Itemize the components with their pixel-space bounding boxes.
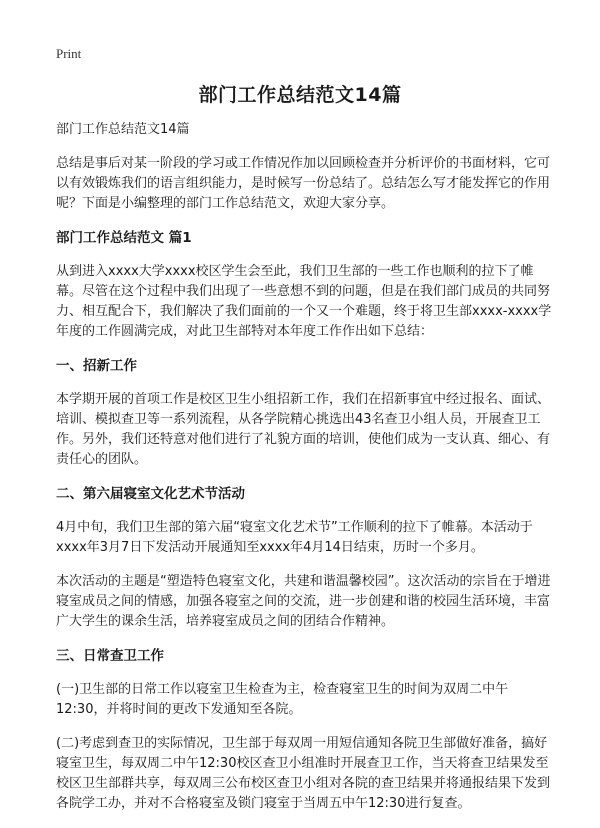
article-intro-paragraph: 从到进入xxxx大学xxxx校区学生会至此，我们卫生部的一些工作也顺利的拉下了帷幕。尽管在这个过程中我们出现了一些意想不到的问题，但是在我们部门成员的共同努力、相互配合下，我们解决了我们面前的一个又一个难题，终于将卫生部xxxx-xxxx学年度的工作圆满完成，对此卫生部特对本年度工作作出如下总结： xyxy=(56,264,552,339)
section-paragraph: (二)考虑到查卫的实际情况，卫生部于每双周一用短信通知各院卫生部做好准备，搞好寝室卫生，每双周二中午12:30校区查卫小组准时开展查卫工作，当天将查卫结果发至校区卫生部群共享，每双周三公布校区查卫小组对各院的查卫结果并将通报结果下发到各院学工办，并对不合格寝室及锁门寝室于当周五中午12:30进行复查。 xyxy=(56,736,551,811)
article-heading: 部门工作总结范文 篇1 xyxy=(56,230,192,246)
section-heading-dorm-festival: 二、第六届寝室文化艺术节活动 xyxy=(56,486,245,502)
article-body xyxy=(56,120,556,828)
subtitle: 部门工作总结范文14篇 xyxy=(56,122,190,137)
section-paragraph: 本学期开展的首项工作是校区卫生小组招新工作，我们在招新事宜中经过报名、面试、培训、模拟查卫等一系列流程，从各学院精心挑选出43名查卫小组人员，开展查卫工作。另外，我们还特意对他们进行了礼貌方面的培训，使他们成为一支认真、细心、有责任心的团队。 xyxy=(56,392,551,467)
intro-paragraph: 总结是事后对某一阶段的学习或工作情况作加以回顾检查并分析评价的书面材料，它可以有效锻炼我们的语言组织能力，是时候写一份总结了。总结怎么写才能发挥它的作用呢？下面是小编整理的部门工作总结范文，欢迎大家分享。 xyxy=(56,156,551,211)
print-link[interactable]: Print xyxy=(56,46,82,61)
section-paragraph: 4月中旬，我们卫生部的第六届“寝室文化艺术节”工作顺利的拉下了帷幕。本活动于xxxx年3月7日下发活动开展通知至xxxx年4月14日结束，历时一个多月。 xyxy=(56,520,533,555)
section-heading-daily-inspection: 三、日常查卫工作 xyxy=(56,648,164,664)
page-title: 部门工作总结范文14篇 xyxy=(198,84,402,106)
section-paragraph: 本次活动的主题是“塑造特色寝室文化，共建和谐温馨校园”。这次活动的宗旨在于增进寝室成员之间的情感，加强各寝室之间的交流，进一步创建和谐的校园生活环境，丰富广大学生的课余生活，培养寝室成员之间的团结合作精神。 xyxy=(56,574,551,629)
section-heading-recruitment: 一、招新工作 xyxy=(56,358,137,374)
section-paragraph: (一)卫生部的日常工作以寝室卫生检查为主，检查寝室卫生的时间为双周二中午12:30，并将时间的更改下发通知至各院。 xyxy=(56,682,509,717)
